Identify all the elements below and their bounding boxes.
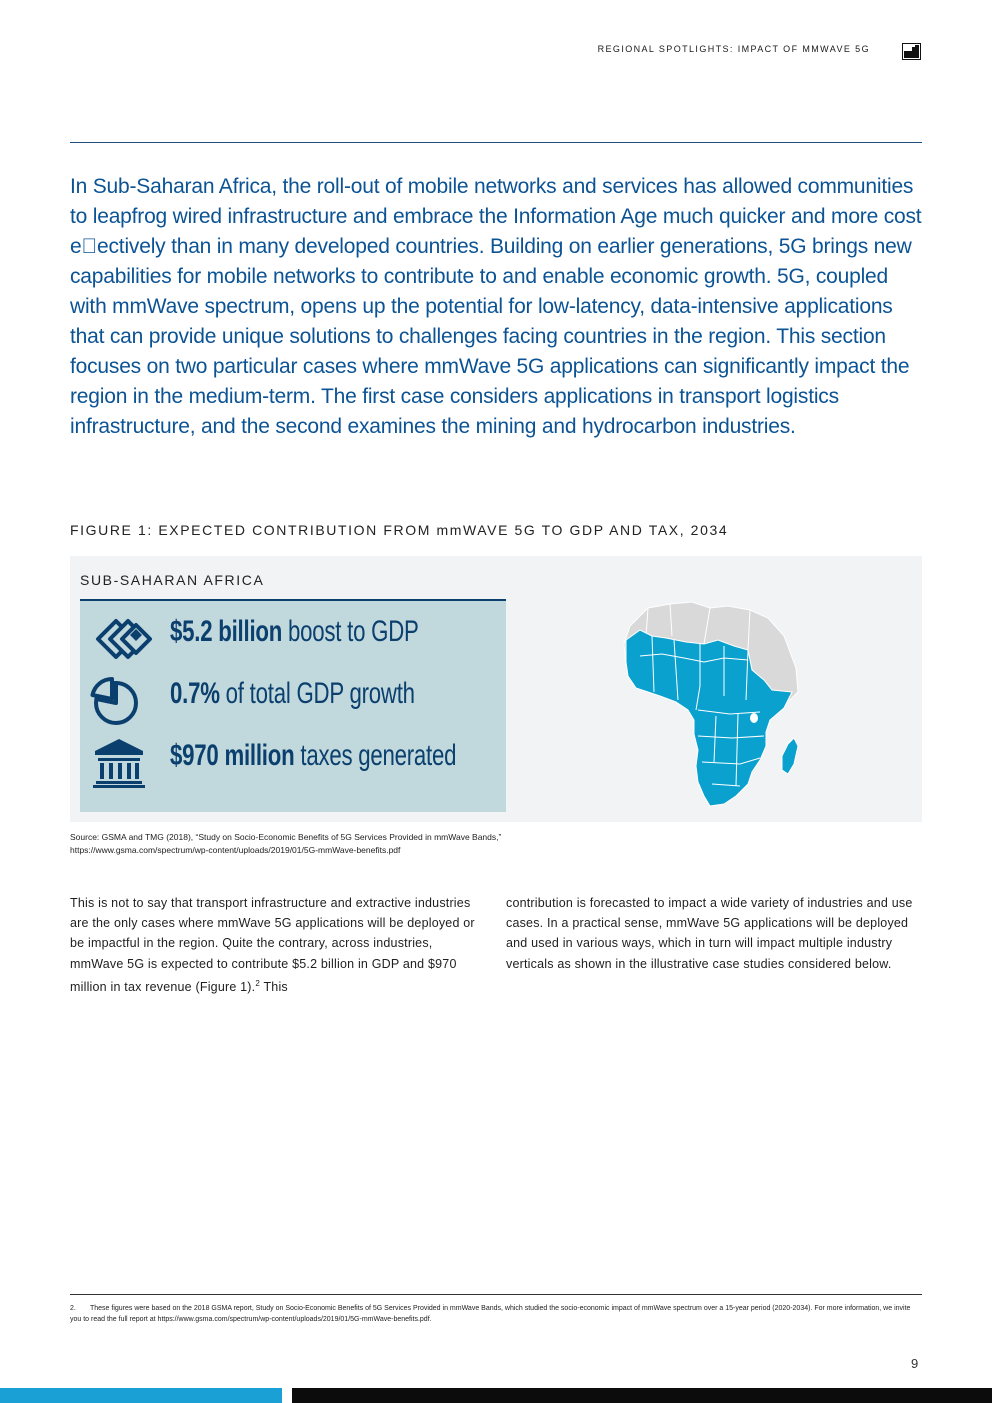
footnote-divider — [70, 1294, 922, 1295]
lake — [750, 713, 758, 723]
figure-source — [70, 831, 501, 857]
page-number: 9 — [911, 1356, 919, 1371]
body-column-left — [70, 893, 486, 997]
source-url: https://www.gsma.com/spectrum/wp-content/uploads/2019/01/5G-mmWave-benefits.pdf — [70, 845, 401, 855]
bank-icon — [90, 737, 154, 789]
stat-value: $5.2 billion — [170, 615, 283, 648]
footnote — [70, 1303, 920, 1325]
stat-label: taxes generated — [294, 739, 457, 772]
pie-chart-icon — [90, 675, 154, 727]
footnote-number: 2. — [70, 1305, 76, 1312]
stat-text — [170, 739, 456, 773]
africa-map — [600, 596, 810, 810]
stat-label: of total GDP growth — [219, 677, 415, 710]
body-text: This is not to say that transport infrastructure and extractive industries are the only cases where mmWave 5G applications will be deployed or be impactful in the region. Quite the contrary, across industries, mmWave 5G is expected to contribute $5.2 billion in GDP and $970 million in tax revenue (Figure 1). — [70, 896, 475, 994]
source-citation: Source: GSMA and TMG (2018), “Study on Socio-Economic Benefits of 5G Services Provided in mmWave Bands,” — [70, 832, 502, 842]
madagascar — [782, 738, 798, 774]
stat-text — [170, 677, 415, 711]
header-divider — [70, 142, 922, 143]
stat-value: 0.7% — [170, 677, 220, 710]
stats-box-border — [80, 599, 506, 601]
region-label: SUB-SAHARAN AFRICA — [80, 572, 265, 588]
body-text-end: This — [260, 979, 288, 994]
footnote-ref[interactable]: 2 — [255, 978, 261, 988]
stat-value: $970 million — [170, 739, 295, 772]
building-icon — [902, 43, 921, 60]
stat-label: boost to GDP — [282, 615, 419, 648]
stat-gdp-boost — [80, 607, 506, 667]
footer-bar — [292, 1388, 992, 1403]
stat-text — [170, 615, 419, 649]
running-header: REGIONAL SPOTLIGHTS: IMPACT OF MMWAVE 5G — [597, 44, 870, 54]
money-icon — [90, 613, 154, 665]
footer-bar-accent — [0, 1388, 282, 1403]
stat-gdp-growth — [80, 669, 506, 729]
stat-taxes — [80, 731, 506, 791]
body-column-right: contribution is forecasted to impact a wide variety of industries and use cases. In a practical sense, mmWave 5G applications will be deployed and used in various ways, which in turn will impact multiple industry verticals as shown in the illustrative case studies considered below. — [506, 896, 913, 971]
figure-title: FIGURE 1: EXPECTED CONTRIBUTION FROM mmWAVE 5G TO GDP AND TAX, 2034 — [70, 522, 729, 538]
footnote-text: These figures were based on the 2018 GSMA report, Study on Socio-Economic Benefits of 5G Services Provided in mmWave Bands, which studied the socio-economic impact of mmWave spectrum over a 15-year period (2020-2034). For more information, we invite you to read the full report at https://www.gsma.com/spectrum/wp-content/uploads/2019/01/5G-mmWave-benefits.pdf. — [70, 1305, 911, 1323]
intro-paragraph: In Sub-Saharan Africa, the roll-out of mobile networks and services has allowed communities to leapfrog wired infrastructure and embrace the Information Age much quicker and more cost e ectively than in many developed countries. Building on earlier generations, 5G brings new capabilities for mobile networks to contribute to and enable economic growth. 5G, coupled with mmWave spectrum, opens up the potential for low-latency, data-intensive applications that can provide unique solutions to challenges facing countries in the region. This section focuses on two particular cases where mmWave 5G applications can significantly impact the region in the medium-term. The first case considers applications in transport logistics infrastructure, and the second examines the mining and hydrocarbon industries. — [70, 175, 922, 438]
stats-box — [80, 599, 506, 812]
